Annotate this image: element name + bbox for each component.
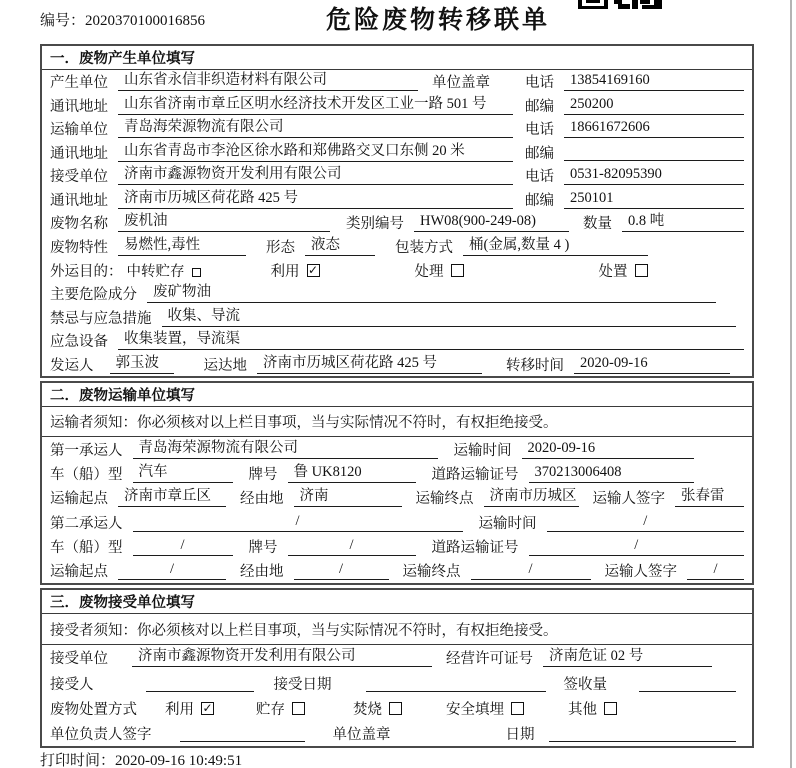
- addr1-label: 通讯地址: [50, 98, 108, 115]
- end1-label: 运输终点: [415, 491, 474, 508]
- character-label: 废物特性: [50, 239, 108, 256]
- receipt-qty-value: [639, 675, 736, 692]
- receiver-notice: 接受者须知：你必须核对以上栏目事项，当与实际情况不符时，有权拒绝接受。: [42, 614, 752, 645]
- plate1-label: 牌号: [248, 467, 278, 484]
- waste-name-label: 废物名称: [50, 216, 108, 233]
- transporter-row: [42, 117, 752, 141]
- zip3-label: 邮编: [525, 192, 554, 209]
- transporter-address-row: [42, 141, 752, 165]
- sign1-value: 张春雷: [675, 488, 744, 507]
- receiver1-value: 济南市鑫源物资开发利用有限公司: [118, 166, 513, 185]
- purpose-label: 外运目的：: [50, 263, 123, 280]
- vehicle2-row: [42, 534, 752, 558]
- receive-unit-label: 接受单位: [50, 651, 108, 668]
- producer-value: 山东省永信非织造材料有限公司: [118, 72, 418, 91]
- producer-label: 产生单位: [50, 75, 108, 92]
- waste-name-row: [42, 211, 752, 235]
- addr3-label: 通讯地址: [50, 192, 108, 209]
- carrier2-label: 第二承运人: [50, 515, 123, 532]
- sign2-value: /: [687, 561, 744, 580]
- section-producer: [40, 44, 754, 378]
- plate1-value: 鲁 UK8120: [288, 464, 416, 483]
- print-time-value: 2020-09-16 10:49:51: [115, 753, 243, 768]
- zip2-value: [564, 144, 744, 161]
- unit-seal-label: 单位盖章: [432, 75, 490, 92]
- taboo-label: 禁忌与应急措施: [50, 310, 152, 327]
- section1-header: 一．废物产生单位填写: [42, 46, 752, 70]
- license-label: 经营许可证号: [446, 651, 533, 668]
- vehicle1-row: [42, 461, 752, 485]
- permit1-label: 道路运输证号: [431, 467, 519, 484]
- vehicle1-label: 车（船）型: [50, 467, 123, 484]
- time2-value: /: [547, 513, 745, 532]
- time1-label: 运输时间: [453, 442, 512, 459]
- purpose-opt-utilize: 利用: [270, 263, 300, 280]
- receiver-row: [42, 164, 752, 188]
- accept-date-label: 接受日期: [273, 676, 332, 693]
- vehicle2-label: 车（船）型: [50, 540, 123, 557]
- carrier2-value: /: [133, 513, 463, 532]
- form-label: 形态: [266, 239, 295, 256]
- carrier1-label: 第一承运人: [50, 442, 123, 459]
- disposal-checkbox-utilize: ✓: [202, 701, 213, 716]
- transfer-time-label: 转移时间: [506, 357, 564, 374]
- section2-header: 二．废物运输单位填写: [42, 383, 752, 407]
- hazard-value: 废矿物油: [147, 284, 716, 303]
- carrier1-value: 青岛海荣源物流有限公司: [133, 440, 438, 459]
- time2-label: 运输时间: [478, 515, 537, 532]
- vehicle2-value: /: [133, 537, 233, 556]
- taboo-row: [42, 305, 752, 329]
- equipment-label: 应急设备: [50, 334, 108, 351]
- zip1-label: 邮编: [525, 98, 554, 115]
- route1-row: [42, 486, 752, 510]
- print-time-label: 打印时间：: [40, 753, 116, 768]
- zip2-label: 邮编: [525, 145, 554, 162]
- addr2-label: 通讯地址: [50, 145, 108, 162]
- disposal-checkbox-landfill: [511, 702, 524, 715]
- serial-label: 编号：: [40, 13, 86, 29]
- quantity-value: 0.8 吨: [622, 213, 744, 232]
- serial-number: 2020370100016856: [85, 13, 206, 29]
- disposal-label: 废物处置方式: [50, 701, 137, 718]
- disposal-checkbox-other: [604, 702, 617, 715]
- packing-value: 桶(金属,数量 4 ): [463, 237, 648, 256]
- transporter-notice: 运输者须知：你必须核对以上栏目事项，当与实际情况不符时，有权拒绝接受。: [42, 407, 752, 437]
- purpose-checkbox-storage: [192, 268, 201, 277]
- waste-character-row: [42, 235, 752, 259]
- via1-label: 经由地: [240, 491, 284, 508]
- purpose-row: [42, 258, 752, 282]
- phone1-label: 电话: [525, 75, 554, 92]
- page-title: 危险废物转移联单: [326, 7, 551, 34]
- origin2-value: /: [118, 561, 226, 580]
- permit2-label: 道路运输证号: [431, 540, 519, 557]
- destination-label: 运达地: [203, 357, 247, 374]
- serial-row: [40, 9, 205, 30]
- plate2-label: 牌号: [248, 540, 278, 557]
- sign2-label: 运输人签字: [604, 564, 677, 581]
- purpose-opt-treat: 处理: [414, 263, 444, 280]
- transporter-label: 运输单位: [50, 122, 108, 139]
- section-transporter: [40, 381, 754, 585]
- phone1-value: 13854169160: [564, 72, 744, 91]
- end2-value: /: [471, 561, 591, 580]
- responsible-sign-label: 单位负责人签字: [50, 726, 152, 743]
- via1-value: 济南: [294, 488, 402, 507]
- equipment-row: [42, 329, 752, 353]
- zip1-value: 250200: [564, 96, 744, 115]
- via2-label: 经由地: [240, 564, 284, 581]
- section3-header: 三．废物接受单位填写: [42, 590, 752, 614]
- acceptor-label: 接受人: [50, 676, 94, 693]
- producer-row: [42, 70, 752, 94]
- disposal-checkbox-incinerate: [389, 702, 402, 715]
- accept-date-value: [366, 675, 546, 692]
- hazard-row: [42, 282, 752, 306]
- carrier1-row: [42, 437, 752, 461]
- origin1-value: 济南市章丘区: [118, 488, 226, 507]
- receiver-address-row: [42, 188, 752, 212]
- waste-name-value: 废机油: [118, 213, 330, 232]
- hazard-label: 主要危险成分: [50, 287, 137, 304]
- sign1-label: 运输人签字: [592, 491, 665, 508]
- license-value: 济南危证 02 号: [543, 648, 712, 667]
- phone3-value: 0531-82095390: [564, 166, 744, 185]
- addr3-value: 济南市历城区荷花路 425 号: [118, 190, 513, 209]
- transporter-value: 青岛海荣源物流有限公司: [118, 119, 513, 138]
- transfer-time-value: 2020-09-16: [574, 355, 730, 374]
- equipment-value: 收集装置，导流渠: [118, 331, 744, 350]
- addr2-value: 山东省青岛市李沧区徐水路和郑佛路交叉口东侧 20 米: [118, 143, 513, 162]
- acceptor-value: [146, 675, 254, 692]
- addr1-value: 山东省济南市章丘区明水经济技术开发区工业一路 501 号: [118, 96, 513, 115]
- carrier2-row: [42, 510, 752, 534]
- date-label: 日期: [505, 726, 535, 743]
- print-time-row: [40, 749, 242, 768]
- page-right-edge: [790, 0, 792, 768]
- disposal-opt-landfill: 安全填埋: [446, 701, 504, 718]
- producer-address-row: [42, 94, 752, 118]
- character-value: 易燃性,毒性: [118, 237, 246, 256]
- permit1-value: 370213006408: [529, 464, 695, 483]
- date-value: [549, 725, 737, 742]
- disposal-row: [42, 696, 752, 721]
- vehicle1-value: 汽车: [133, 464, 233, 483]
- purpose-opt-storage: 中转贮存: [126, 263, 185, 280]
- receipt-qty-label: 签收量: [563, 676, 607, 693]
- unit-seal2-label: 单位盖章: [332, 726, 391, 743]
- destination-value: 济南市历城区荷花路 425 号: [257, 355, 482, 374]
- section-receiver: [40, 588, 754, 748]
- quantity-label: 数量: [583, 216, 612, 233]
- disposal-checkbox-storage: [292, 702, 305, 715]
- shipper-row: [42, 352, 752, 376]
- purpose-opt-dispose: 处置: [598, 263, 628, 280]
- acceptor-row: [42, 670, 752, 695]
- receiver1-label: 接受单位: [50, 169, 108, 186]
- phone2-value: 18661672606: [564, 119, 744, 138]
- disposal-opt-storage: 贮存: [256, 701, 285, 718]
- category-label: 类别编号: [346, 216, 404, 233]
- zip3-value: 250101: [564, 190, 744, 209]
- purpose-checkbox-treat: [451, 264, 464, 277]
- disposal-opt-incinerate: 焚烧: [353, 701, 382, 718]
- via2-value: /: [294, 561, 389, 580]
- time1-value: 2020-09-16: [522, 440, 695, 459]
- phone2-label: 电话: [525, 122, 554, 139]
- taboo-value: 收集、导流: [162, 308, 737, 327]
- origin2-label: 运输起点: [50, 564, 108, 581]
- disposal-opt-other: 其他: [568, 701, 597, 718]
- plate2-value: /: [288, 537, 416, 556]
- responsible-sign-row: [42, 721, 752, 746]
- category-value: HW08(900-249-08): [414, 213, 569, 232]
- origin1-label: 运输起点: [50, 491, 108, 508]
- purpose-checkbox-dispose: [635, 264, 648, 277]
- end2-label: 运输终点: [402, 564, 461, 581]
- end1-value: 济南市历城区: [484, 488, 579, 507]
- responsible-sign-value: [180, 725, 305, 742]
- phone3-label: 电话: [525, 169, 554, 186]
- purpose-checkbox-utilize: ✓: [307, 263, 319, 278]
- packing-label: 包装方式: [395, 239, 453, 256]
- form-value: 液态: [305, 237, 375, 256]
- qr-code-fragment: [578, 0, 662, 9]
- receive-unit-value: 济南市鑫源物资开发利用有限公司: [132, 648, 432, 667]
- receive-unit-row: [42, 645, 752, 670]
- permit2-value: /: [529, 537, 745, 556]
- shipper-label: 发运人: [50, 357, 94, 374]
- route2-row: [42, 559, 752, 583]
- shipper-value: 郭玉波: [110, 355, 174, 374]
- disposal-opt-utilize: 利用: [165, 701, 194, 718]
